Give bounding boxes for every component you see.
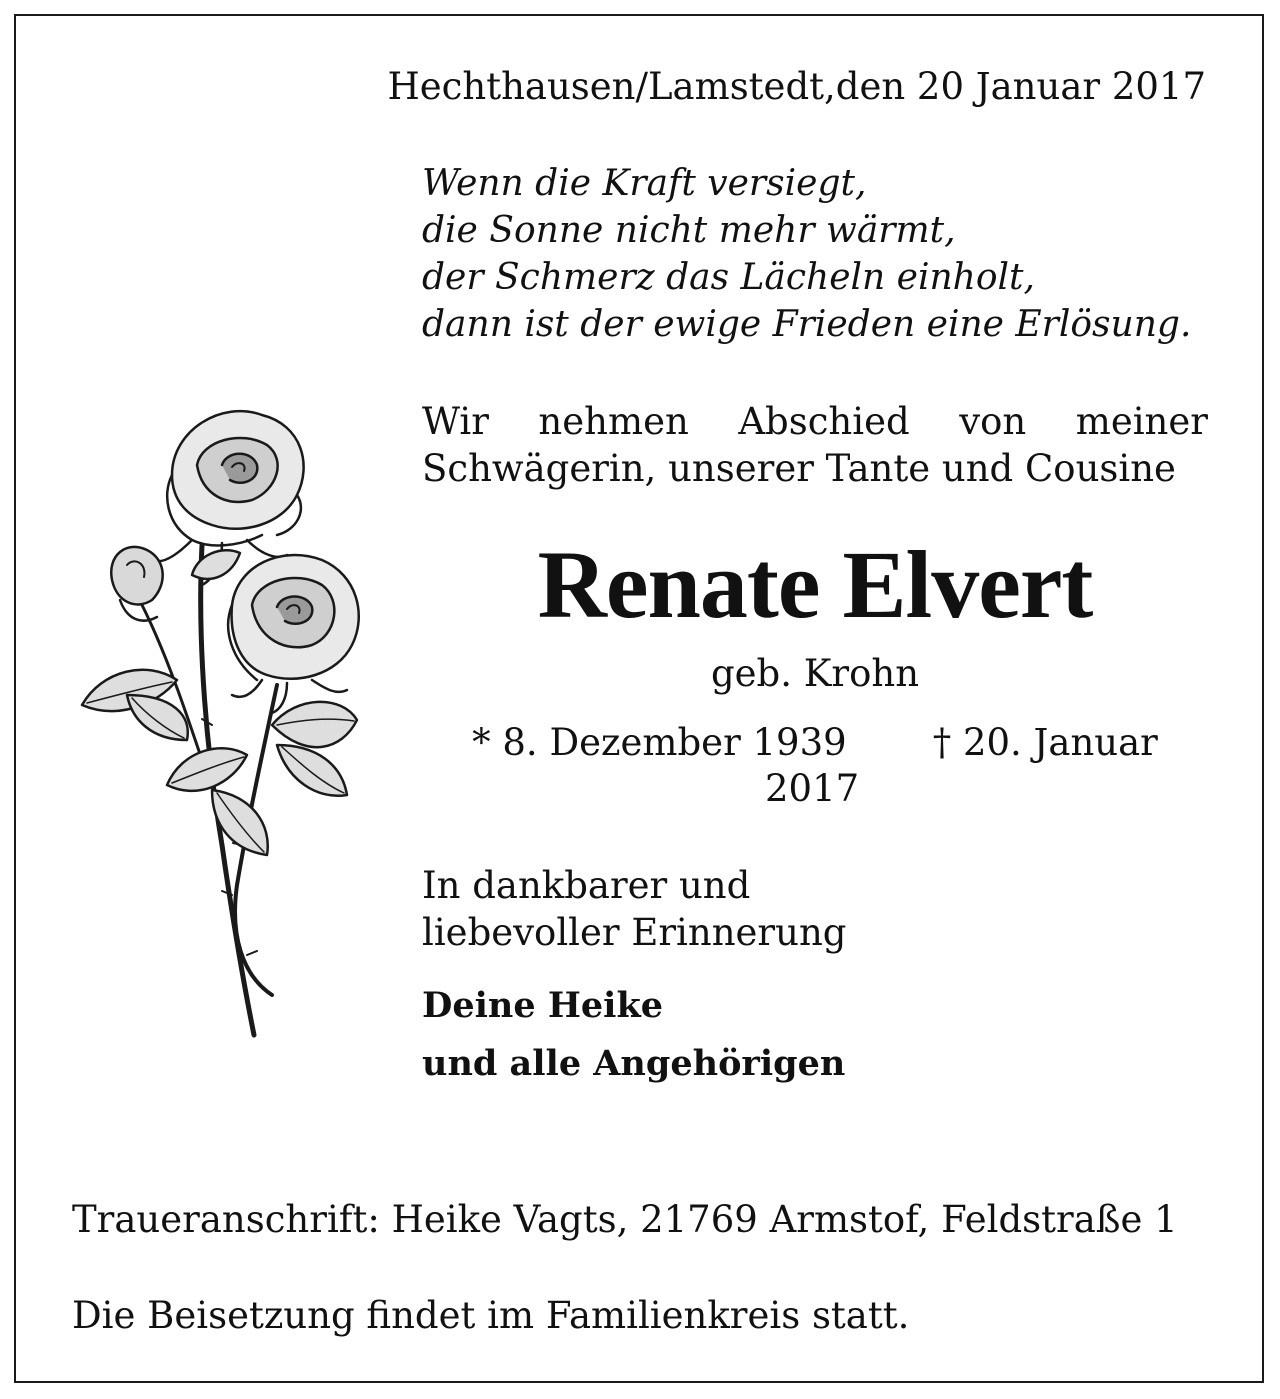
intro-word: von — [959, 400, 1027, 443]
burial-note: Die Beisetzung findet im Familienkreis statt. — [72, 1294, 910, 1337]
mourning-address: Traueranschrift: Heike Vagts, 21769 Armstof, Feldstraße 1 — [72, 1198, 1178, 1241]
poem-line: die Sonne nicht mehr wärmt, — [422, 210, 956, 251]
birth-date: * 8. Dezember 1939 — [472, 721, 847, 764]
closing-text — [422, 862, 846, 956]
closing-line: liebevoller Erinnerung — [422, 911, 847, 954]
poem-line: der Schmerz das Lächeln einholt, — [422, 257, 1035, 298]
signer-line: und alle Angehörigen — [422, 1043, 846, 1084]
roses-illustration-icon — [72, 395, 372, 1040]
life-dates — [420, 720, 1210, 812]
signer-line: Deine Heike — [422, 985, 663, 1026]
maiden-name: geb. Krohn — [710, 652, 920, 695]
place-and-date: Hechthausen/Lamstedt,den 20 Januar 2017 — [387, 65, 1206, 108]
farewell-intro — [422, 398, 1208, 492]
intro-line-justified — [422, 398, 1208, 445]
closing-line: In dankbarer und — [422, 864, 751, 907]
death-year: 2017 — [765, 767, 860, 810]
intro-word: meiner — [1075, 400, 1208, 443]
dates-row — [420, 720, 1210, 766]
poem-line: dann ist der ewige Frieden eine Erlösung. — [422, 304, 1192, 345]
intro-line: Schwägerin, unserer Tante und Cousine — [422, 447, 1176, 490]
death-date: † 20. Januar — [932, 721, 1158, 764]
deceased-name: Renate Elvert — [537, 531, 1093, 638]
intro-word: Wir — [422, 400, 489, 443]
poem — [422, 160, 1212, 348]
intro-word: nehmen — [538, 400, 689, 443]
signers — [422, 977, 845, 1093]
intro-word: Abschied — [738, 400, 910, 443]
poem-line: Wenn die Kraft versiegt, — [422, 163, 867, 204]
